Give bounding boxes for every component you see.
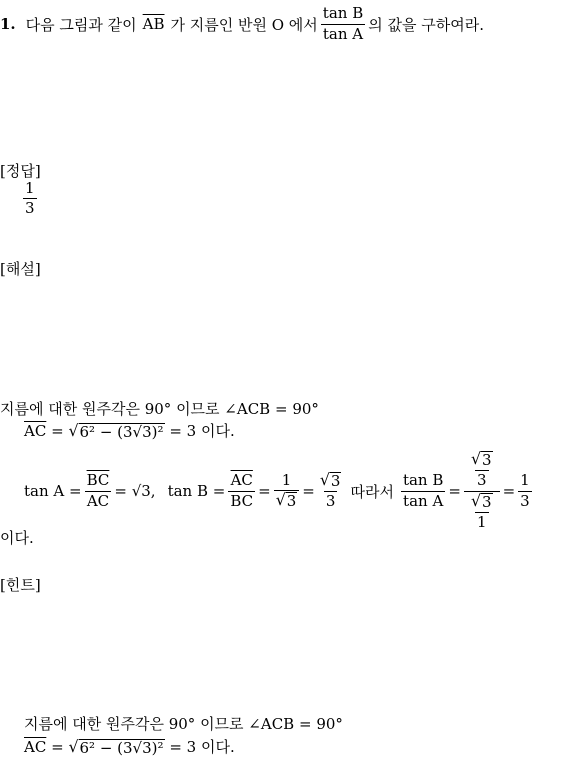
problem-number: 1.	[0, 15, 16, 33]
tan-b-den: BC	[230, 491, 254, 510]
compound-num: √ 3 3	[470, 449, 492, 490]
solution-line-2-rest: = 3 이다.	[169, 422, 235, 440]
tan-b-num: $\overline{AC}$	[230, 471, 253, 490]
frac-2-num: √ 3	[319, 469, 341, 490]
solution-line-1: 지름에 대한 원주각은 90° 이므로 ∠ACB = 90°	[0, 400, 319, 418]
solution-heading: [해설]	[0, 260, 41, 278]
tan-a-fraction	[85, 472, 112, 510]
answer-heading: [정답]	[0, 162, 41, 180]
hint-line-1: 지름에 대한 원주각은 90° 이므로 ∠ACB = 90°	[24, 715, 343, 733]
tan-a-lhs: tan A =	[24, 482, 82, 500]
solution-line-3	[24, 446, 535, 536]
eq-3: =	[448, 482, 461, 500]
hint-line-2-rest: = 3 이다.	[169, 738, 235, 756]
result-den: 3	[520, 491, 530, 510]
answer-num: 1	[25, 179, 35, 197]
tan-a-num: $\overline{BC}$	[86, 471, 110, 490]
eq-4: =	[502, 482, 516, 500]
problem-text-mid: 가 지름인 반원 O 에서	[170, 15, 318, 34]
eq-1: =	[258, 482, 271, 500]
tan-b-fraction	[228, 472, 255, 510]
problem-fraction-den: tan A	[322, 24, 364, 43]
frac-2-den: 3	[325, 492, 336, 510]
frac-root3-over-3	[318, 469, 344, 511]
answer-value	[20, 180, 40, 218]
frac-1-num: 1	[281, 470, 292, 489]
hint-sqrt: √ 6² − (3√3)²	[68, 737, 164, 757]
solution-segment-ac: $\overline{AC}$	[24, 422, 47, 440]
problem-text-after: 의 값을 구하여라.	[368, 15, 484, 34]
tan-b-lhs: tan B =	[167, 482, 226, 500]
result-fraction	[518, 472, 532, 510]
frac-1-den: √ 3	[274, 490, 300, 510]
answer-fraction	[23, 180, 37, 218]
problem-fraction	[321, 5, 365, 43]
tan-a-den: AC	[86, 491, 110, 510]
frac-one-over-root3	[274, 472, 300, 511]
compound-fraction	[464, 451, 500, 531]
solution-sqrt-arg: 6² − (3√3)²	[79, 423, 164, 441]
hint-line-2: $\overline{AC}$ = √ 6² − (3√3)² = 3 이다.	[24, 737, 235, 757]
hint-segment-ac: $\overline{AC}$	[24, 738, 47, 756]
solution-sqrt: √ 6² − (3√3)²	[68, 421, 164, 441]
solution-line-4: 이다.	[0, 529, 34, 547]
problem-segment: $\overline{AB}$	[142, 15, 165, 33]
problem-text-before: 다음 그림과 같이	[25, 15, 137, 34]
hint-heading: [힌트]	[0, 576, 41, 594]
ratio-fraction	[401, 472, 445, 510]
compound-den: √ 3 1	[464, 491, 500, 532]
problem-statement	[0, 4, 484, 44]
hint-sqrt-arg: 6² − (3√3)²	[79, 739, 164, 757]
ratio-den: tan A	[403, 491, 444, 510]
solution-mid-text: 따라서	[350, 482, 394, 501]
ratio-num: tan B	[402, 471, 444, 490]
tan-a-value: = √3,	[114, 482, 156, 500]
problem-fraction-num: tan B	[322, 4, 364, 23]
result-num: 1	[520, 471, 530, 490]
eq-2: =	[302, 482, 315, 500]
answer-den: 3	[25, 199, 35, 218]
solution-line-2: $\overline{AC}$ = √ 6² − (3√3)² = 3 이다.	[24, 421, 235, 441]
